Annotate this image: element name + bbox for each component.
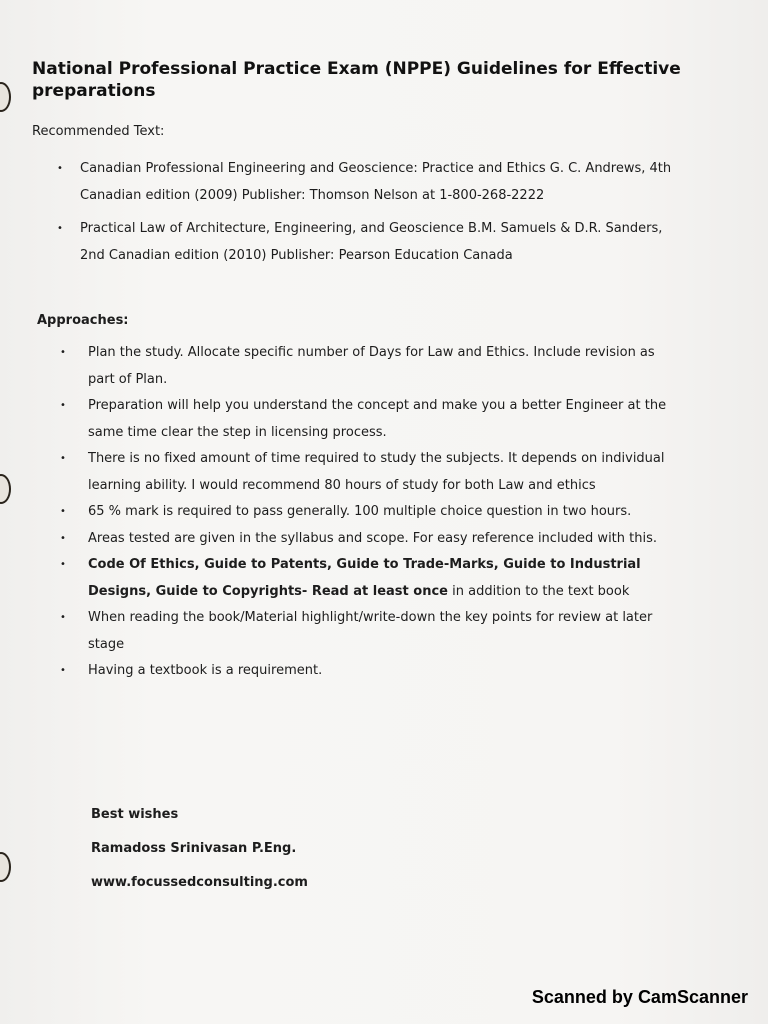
bullet-icon: •	[60, 347, 66, 358]
list-item: • When reading the book/Material highlight/write-down the key points for review at later stage	[60, 605, 680, 658]
list-item: • 65 % mark is required to pass generally. 100 multiple choice question in two hours.	[60, 499, 680, 526]
bullet-icon: •	[60, 532, 66, 544]
list-item: • Areas tested are given in the syllabus and scope. For easy reference included with this.	[60, 526, 680, 553]
document-title: National Professional Practice Exam (NPPE) Guidelines for Effective preparations	[32, 59, 681, 101]
bullet-icon: •	[57, 163, 63, 174]
bullet-icon: •	[60, 506, 66, 517]
bullet-icon: •	[60, 400, 66, 411]
bullet-icon: •	[60, 559, 66, 570]
list-item: • There is no fixed amount of time required to study the subjects. It depends on individual learning ability. I would recommend 80 hours of study for both Law and ethics	[60, 446, 680, 499]
bullet-icon: •	[57, 223, 63, 234]
binder-hole-mark	[0, 852, 11, 882]
camscanner-watermark: Scanned by CamScanner	[531, 987, 748, 1007]
bullet-icon: •	[60, 612, 66, 623]
approaches-heading: Approaches:	[37, 313, 129, 328]
binder-hole-mark	[0, 82, 11, 112]
author-name: Ramadoss Srinivasan P.Eng.	[91, 841, 297, 856]
list-item: • Preparation will help you understand the concept and make you a better Engineer at the same time clear the step in licensing process.	[60, 393, 680, 446]
list-item: • Code Of Ethics, Guide to Patents, Guide to Trade-Marks, Guide to Industrial Designs, Guide to Copyrights- Read at least once in addition to the text book	[60, 552, 680, 605]
website-text: www.focussedconsulting.com	[91, 875, 308, 890]
bullet-icon: •	[60, 453, 66, 464]
binder-hole-mark	[0, 474, 11, 504]
bullet-icon: •	[60, 665, 66, 676]
list-item: • Canadian Professional Engineering and Geoscience: Practice and Ethics G. C. Andrews, 4th Canadian edition (2009) Publisher: Thomson Nelson at 1-800-268-2222	[57, 155, 677, 209]
list-item: • Having a textbook is a requirement.	[60, 658, 680, 685]
list-item: • Plan the study. Allocate specific number of Days for Law and Ethics. Include revision as part of Plan.	[60, 340, 680, 393]
closing-text: Best wishes	[91, 807, 179, 822]
approaches-list	[60, 340, 680, 685]
list-item: • Practical Law of Architecture, Engineering, and Geoscience B.M. Samuels & D.R. Sanders, 2nd Canadian edition (2010) Publisher: Pearson Education Canada	[57, 215, 677, 269]
reference-list	[57, 155, 677, 275]
recommended-text-label: Recommended Text:	[32, 124, 165, 139]
